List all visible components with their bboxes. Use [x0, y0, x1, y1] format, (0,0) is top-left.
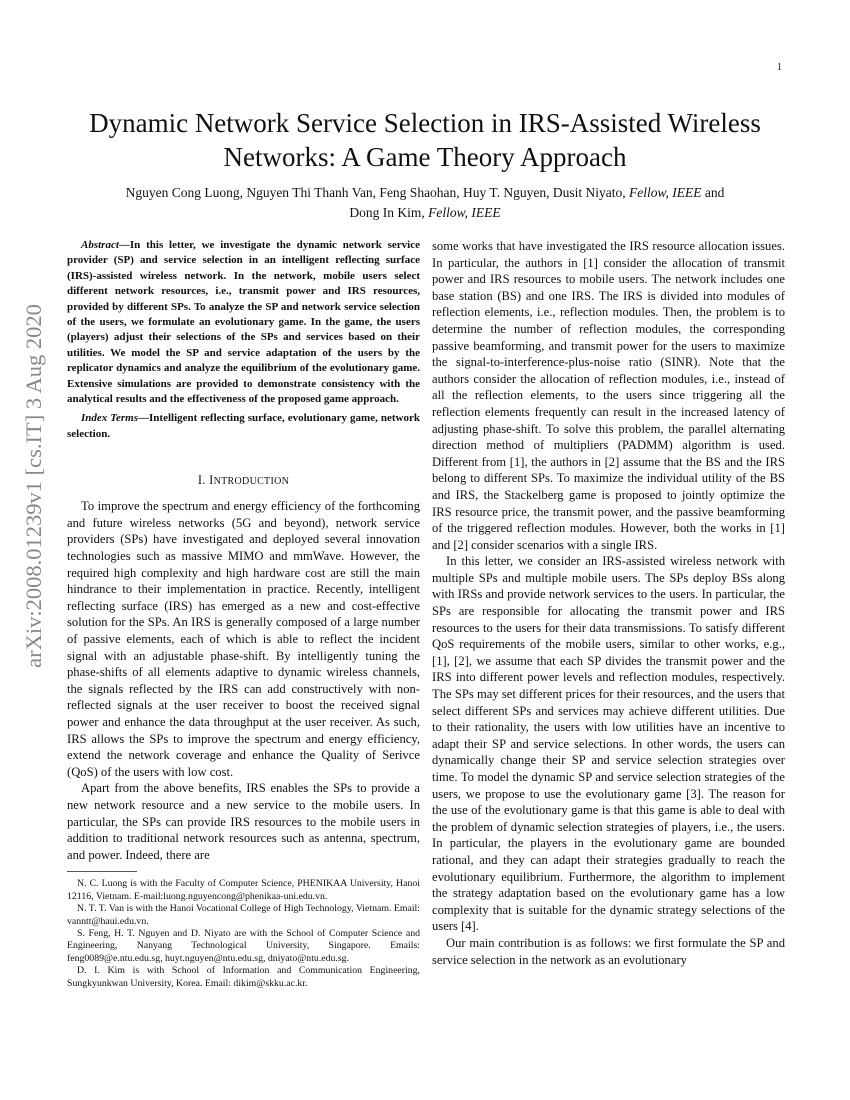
- body-paragraph: Our main contribution is as follows: we first formulate the SP and service selection in the network as an evolutionary: [432, 935, 785, 967]
- body-paragraph: Apart from the above benefits, IRS enables the SPs to provide a new network resource and a new service to the mobile users. In particular, the SPs can provide IRS resources to the mobile users in addition to traditional network resources such as antenna, spectrum, and power. Indeed, there are: [67, 781, 420, 862]
- author-conjunction: and: [701, 185, 725, 200]
- body-paragraph: In this letter, we consider an IRS-assisted wireless network with multiple SPs and multiple mobile users. The SPs deploy BSs along with IRSs and provide network services to the users. In particular, the SPs are responsible for allocating the transmit power and IRS resources to the users for their data transmissions. To satisfy different QoS requirements of the mobile users, similar to other works, e.g., [1], [2], we assume that each SP divides the transmit power and the IRS into different power levels and reflection modules, respectively. The SPs may set different prices for their resources, and the users that select different SPs and services may achieve different utilities. Due to their rationality, the users with low utilities have an incentive to adapt their SP and service selections. In other words, the users can dynamically change their SP and service selection strategies over time. To model the dynamic SP and service selection strategies of the users, we propose to use the evolutionary game [3]. The reason for the use of the evolutionary game is that this game is able to deal with the problem of dynamic selection strategies of players, i.e., the users. In particular, the players in the evolutionary game are bounded rational, and they can adapt their strategies gradually to reach the evolutionary equilibrium. Furthermore, the algorithm to implement the strategy adaptation based on the evolutionary game has a low complexity that is suitable for the dynamic strategy selections of the users [4].: [432, 554, 785, 934]
- arxiv-sidebar: [16, 305, 52, 667]
- footnote: S. Feng, H. T. Nguyen and D. Niyato are with the School of Computer Science and Engineering, Nanyang Technological University, Singapore. Emails: feng0089@e.ntu.edu.sg, huyt.nguyen@ntu.edu.sg, dniyato@ntu.edu.sg.: [67, 927, 420, 964]
- abstract-text: —In this letter, we investigate the dynamic network service provider (SP) and service selection in an intelligent reflecting surface (IRS)-assisted wireless network. In the network, mobile users select different network resources, i.e., transmit power and IRS resources, provided by different SPs. To analyze the SP and network service selection of the users, we formulate an evolutionary game. In the game, the users (players) adjust their selections of the SPs and services based on their utilities. We model the SP and service adaptation of the users by the replicator dynamics and analyze the equilibrium of the evolutionary game. Extensive simulations are provided to demonstrate consistency with the analytical results and the effectiveness of the proposed game approach.: [67, 239, 420, 406]
- footnote: D. I. Kim is with School of Information and Communication Engineering, Sungkyunkwan University, Korea. Email: dikim@skku.ac.kr.: [67, 965, 420, 989]
- index-terms-label: Index Terms: [81, 412, 139, 425]
- section-numeral: I. I: [197, 473, 214, 488]
- index-terms: [67, 411, 420, 442]
- footnote-divider: [67, 871, 137, 872]
- body-paragraph: some works that have investigated the IRS resource allocation issues. In particular, the authors in [1] consider the allocation of transmit power and IRS resources to mobile users. The network includes one base station (BS) and one IRS. The IRS is divided into modules of reflection elements, i.e., reflection modules. Then, the problem is to determine the number of reflection modules, the corresponding passive beamforming, and transmit power for the users to maximize the signal-to-interference-plus-noise ratio (SINR). Note that the authors consider the allocation of reflection modules, i.e., instead of all the reflection elements, to the users since triggering all the reflection elements frequently can result in the increased latency of adjusting phase-shift. To solve this problem, the parallel alternating direction method of multipliers (PADMM) algorithm is used. Different from [1], the authors in [2] assume that the BS and the IRS belong to different SPs. To maximize the individual utility of the BS and IRS, the Stackelberg game is proposed to jointly optimize the IRS resource price, the transmit power, and the passive beamforming of the triggered reflection modules. However, both the works in [1] and [2] consider scenarios with a single IRS.: [432, 239, 785, 552]
- paper-title: Dynamic Network Service Selection in IRS-Assisted Wireless Networks: A Game Theory Approach: [89, 108, 761, 172]
- author-role-last: Fellow, IEEE: [428, 205, 501, 220]
- author-names: Nguyen Cong Luong, Nguyen Thi Thanh Van, Feng Shaohan, Huy T. Nguyen, Dusit Niyato,: [125, 185, 630, 200]
- footnote: N. C. Luong is with the Faculty of Computer Science, PHENIKAA University, Hanoi 12116, Vietnam. E-mail:luong.nguyencong@phenikaa-uni.edu.vn.: [67, 878, 420, 902]
- author-line-2: [40, 203, 810, 223]
- section-heading: [67, 473, 420, 488]
- left-column: [67, 238, 420, 990]
- author-line-1: [40, 183, 810, 203]
- right-column: [432, 238, 785, 968]
- author-block: [40, 183, 810, 223]
- section-name: NTRODUCTION: [213, 476, 290, 488]
- footnote: N. T. T. Van is with the Hanoi Vocational College of High Technology, Vietnam. Email: vanntt@haui.edu.vn.: [67, 903, 420, 927]
- arxiv-identifier: arXiv:2008.01239v1 [cs.IT] 3 Aug 2020: [21, 304, 46, 668]
- author-name-last: Dong In Kim,: [349, 205, 429, 220]
- body-paragraph: To improve the spectrum and energy efficiency of the forthcoming and future wireless networks (5G and beyond), network service providers (SPs) have investigated and deployed several innovation technologies such as massive MIMO and mmWave. However, the required high complexity and high hardware cost are still the main hindrance to their implementation in practice. Recently, intelligent reflecting surface (IRS) has emerged as a new and cost-effective solution for the SPs. An IRS is generally composed of a large number of passive elements, each of which is able to reflect the incident signal with an adjustable phase-shift. By intelligently tuning the phase-shifts of all elements adaptive to dynamic wireless channels, the signals reflected by the IRS can add constructively with non-reflected signals at the user receiver to boost the received signal power and enhance the data throughput at the user receiver. As such, IRS allows the SPs to improve the spectrum and energy efficiency, extend the network coverage and enhance the Quality of Serivce (QoS) of the users with low cost.: [67, 499, 420, 779]
- index-terms-text: —Intelligent reflecting surface, evolutionary game, network selection.: [67, 412, 420, 440]
- abstract: [67, 238, 420, 407]
- abstract-label: Abstract: [81, 239, 119, 251]
- author-role: Fellow, IEEE: [629, 185, 702, 200]
- page-number: 1: [777, 62, 782, 73]
